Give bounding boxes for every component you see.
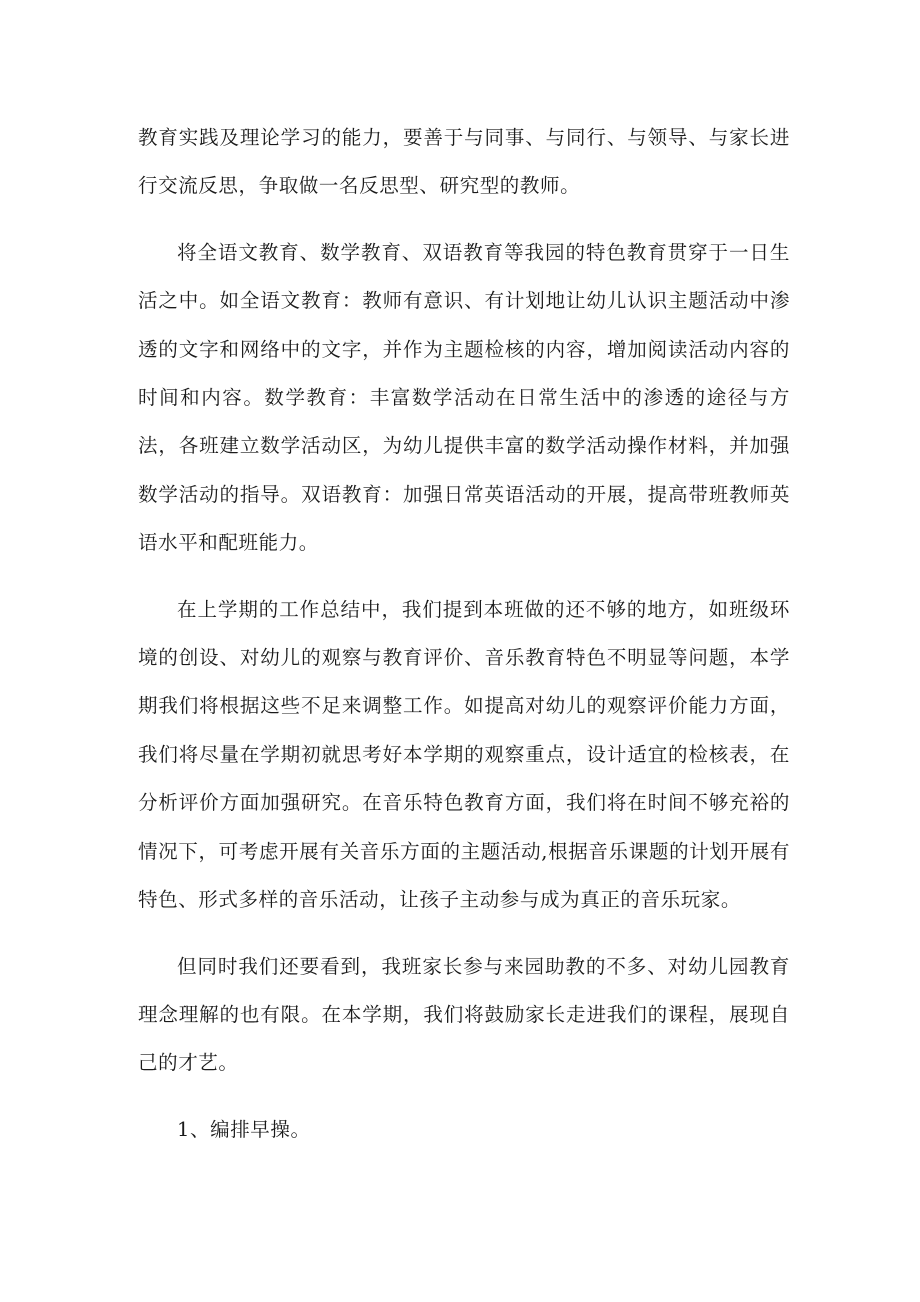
list-item-1: 1、编排早操。 [177, 1117, 311, 1141]
paragraph-3: 在上学期的工作总结中，我们提到本班做的还不够的地方，如班级环境的创设、对幼儿的观察与教育评价、音乐教育特色不明显等问题，本学期我们将根据这些不足来调整工作。如提高对幼儿的观察评价能力方面，我们将尽量在学期初就思考好本学期的观察重点，设计适宜的检核表，在分析评价方面加强研究。在音乐特色教育方面，我们将在时间不够充裕的情况下，可考虑开展有关音乐方面的主题活动,根据音乐课题的计划开展有特色、形式多样的音乐活动，让孩子主动参与成为真正的音乐玩家。 [138, 597, 790, 912]
document-body [138, 114, 790, 1172]
paragraph-1: 教育实践及理论学习的能力，要善于与同事、与同行、与领导、与家长进行交流反思，争取做一名反思型、研究型的教师。 [138, 126, 790, 198]
paragraph-2: 将全语文教育、数学教育、双语教育等我园的特色教育贯穿于一日生活之中。如全语文教育：教师有意识、有计划地让幼儿认识主题活动中渗透的文字和网络中的文字，并作为主题检核的内容，增加阅读活动内容的时间和内容。数学教育：丰富数学活动在日常生活中的渗透的途径与方法，各班建立数学活动区，为幼儿提供丰富的数学活动操作材料，并加强数学活动的指导。双语教育：加强日常英语活动的开展，提高带班教师英语水平和配班能力。 [138, 240, 790, 555]
paragraph-4: 但同时我们还要看到，我班家长参与来园助教的不多、对幼儿园教育理念理解的也有限。在本学期，我们将鼓励家长走进我们的课程，展现自己的才艺。 [138, 954, 790, 1075]
